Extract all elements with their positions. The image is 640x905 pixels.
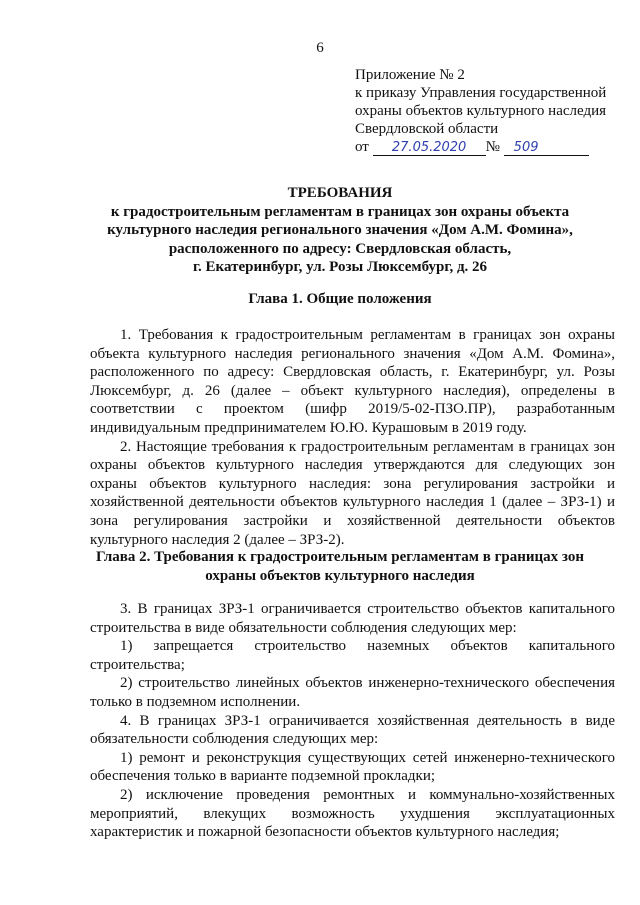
chapter-2-heading (90, 548, 590, 586)
date-prefix: от (355, 139, 369, 155)
appendix-date-number-line (355, 138, 606, 156)
chapter-2-body (90, 600, 615, 842)
paragraph-4-item-1: 1) ремонт и реконструкция существующих сетей инженерно-технического обеспечения только в варианте подземной прокладки; (90, 749, 615, 785)
appendix-agency-line: охраны объектов культурного наследия (355, 103, 607, 119)
chapter-1-body (90, 326, 615, 549)
chapter-2-heading-line-1: Глава 2. Требования к градостроительным регламентам в границах зон (95, 549, 585, 565)
title-main: ТРЕБОВАНИЯ (287, 185, 393, 201)
title-line-1: к градостроительным регламентам в границах зон охраны объекта (110, 203, 570, 220)
paragraph-3-item-1: 1) запрещается строительство наземных объектов капитального строительства; (90, 638, 615, 673)
paragraph-1: 1. Требования к градостроительным регламентам в границах зон охраны объекта культурного наследия регионального значения «Дом А.М. Фомина», расположенного по адресу: Свердловская область, г. Екатеринбург, ул. Розы Люксембург, д. 26 (далее – объект культурного наследия), определены в соответствии с проектом (шифр 2019/5-02-ПЗО.ПР), разработанным индивидуальным предпринимателем Ю.Ю. Курашовым в 2019 году. (90, 327, 615, 436)
title-line-4: г. Екатеринбург, ул. Розы Люксембург, д. 26 (192, 259, 488, 275)
paragraph-4: 4. В границах ЗРЗ-1 ограничивается хозяйственная деятельность в виде обязательности соблюдения следующих мер: (90, 712, 615, 748)
paragraph-3-item-2: 2) строительство линейных объектов инженерно-технического обеспечения только в подземном исполнении. (90, 675, 615, 710)
document-title (90, 184, 590, 277)
appendix-region-line: Свердловской области (355, 121, 499, 137)
paragraph-2: 2. Настоящие требования к градостроительным регламентам в границах зон охраны объектов культурного наследия утверждаются для следующих зон охраны объектов культурного наследия: зона регулирования застройки и хозяйственной деятельности объектов культурного наследия 1 (далее – ЗРЗ-1) и зона регулирования застройки и хозяйственной деятельности объектов культурного наследия 2 (далее – ЗРЗ-2). (90, 438, 615, 548)
title-line-2: культурного наследия регионального значения «Дом А.М. Фомина», (107, 222, 573, 238)
chapter-1-heading: Глава 1. Общие положения (248, 291, 432, 307)
page-number: 6 (316, 40, 324, 56)
appendix-title: Приложение № 2 (355, 67, 465, 83)
appendix-header (355, 66, 606, 156)
number-prefix: № (485, 139, 500, 155)
title-line-3: расположенного по адресу: Свердловская область, (168, 240, 512, 257)
paragraph-4-item-2: 2) исключение проведения ремонтных и коммунально-хозяйственных мероприятий, влекущих возможность ухудшения эксплуатационных характеристик и пожарной безопасности объектов культурного наследия; (90, 786, 615, 841)
order-number-handwritten: 509 (504, 141, 589, 156)
paragraph-3: 3. В границах ЗРЗ-1 ограничивается строительство объектов капитального строительства в виде обязательности соблюдения следующих мер: (90, 601, 615, 636)
appendix-order-line: к приказу Управления государственной (355, 85, 607, 101)
chapter-2-heading-line-2: охраны объектов культурного наследия (205, 568, 475, 584)
order-date-handwritten: 27.05.2020 (373, 141, 486, 156)
